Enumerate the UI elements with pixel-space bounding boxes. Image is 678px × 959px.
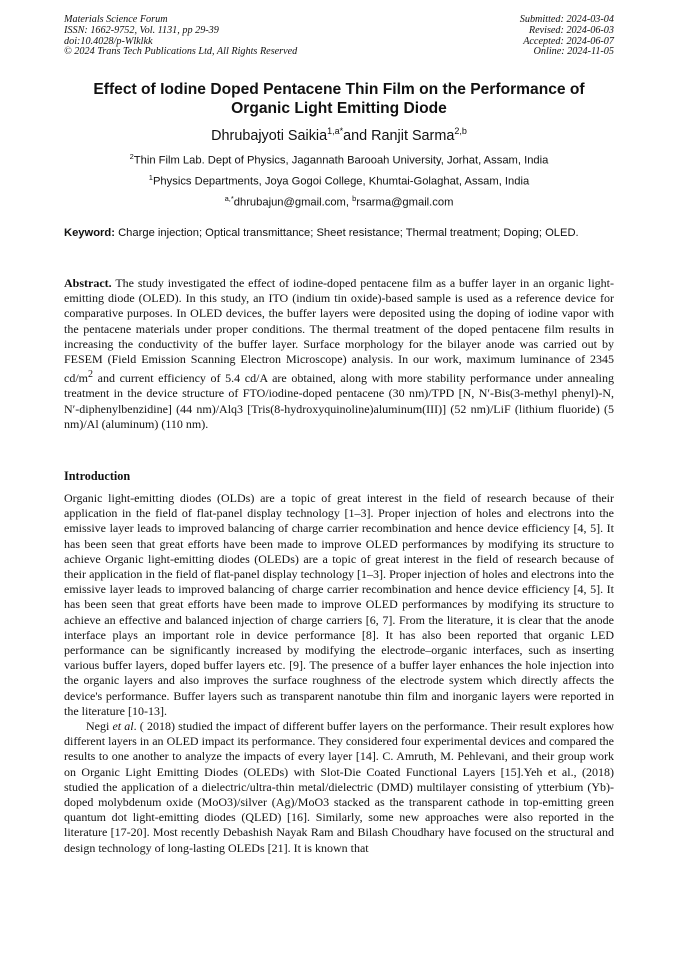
date-accepted: Accepted: 2024-06-07 bbox=[523, 35, 614, 47]
introduction-paragraph-2 bbox=[64, 719, 614, 856]
author-2: and Ranjit Sarma bbox=[343, 127, 455, 144]
journal-copyright: © 2024 Trans Tech Publications Ltd, All Rights Reserved bbox=[64, 46, 298, 58]
date-revised: Revised: 2024-06-03 bbox=[528, 24, 614, 36]
journal-header-right bbox=[520, 15, 614, 58]
keywords bbox=[64, 226, 614, 240]
journal-issn: ISSN: 1662-9752, Vol. 1131, pp 29-39 bbox=[64, 24, 219, 36]
keywords-label: Keyword: bbox=[64, 227, 115, 239]
date-submitted: Submitted: 2024-03-04 bbox=[519, 14, 614, 25]
affiliation-1-marker: 1 bbox=[148, 173, 153, 182]
para2-start: Negi bbox=[86, 719, 113, 734]
author-line bbox=[64, 122, 614, 145]
email-a-marker: a,* bbox=[224, 194, 234, 203]
email-b[interactable]: rsarma@gmail.com bbox=[356, 196, 454, 209]
affiliation-1 bbox=[64, 171, 614, 189]
journal-doi[interactable]: doi:10.4028/p-Wlklkk bbox=[64, 35, 153, 47]
abstract-text-1: The study investigated the effect of iodine-doped pentacene film as a buffer layer in an organic light-emitting diode (OLED). In this study, an ITO (indium tin oxide)-based sample is used as a reference device for comparative purposes. In OLED devices, the buffer layers were deposited using the doping of iodine vapor with the pentacene materials under proper conditions. The thermal treatment of the doped pentacene film results in increasing the conductivity of the buffer layer. Surface morphology for the bilayer anode was carried out by FESEM (Field Emission Scanning Electron Microscope) analysis. In our work, maximum luminance of 2345 cd/m bbox=[64, 276, 614, 386]
introduction-paragraph-1: Organic light-emitting diodes (OLDs) are a topic of great interest in the field of research because of their application in the field of flat-panel display technology [1–3]. Proper injection of holes and electrons into the emissive layer leads to improved balancing of charge carrier recombination and hence device efficiency [4, 5]. It has been seen that great efforts have been made to improve OLED performances by modifying its structure to achieve Organic light-emitting diodes (OLEDs) are a topic of great interest in the field of research because of their application in the field of flat-panel display technology [1–3]. Proper injection of holes and electrons into the emissive layer leads to improved balancing of charge carrier recombination and hence device efficiency [4, 5]. It has been seen that great efforts have been made to improve OLED performances by modifying its structure to achieve an effective and balanced injection of charge carriers [6, 7]. From the literature, it is clear that the anode interface plays an important role in device performance [8]. It has also been reported that organic LED performance can be significantly increased by modifying the electrode–organic interfaces, such as inserting various buffer layers, doped buffer layers etc. [9]. The presence of a buffer layer enhances the hole injection into the organic layers and also improves the surface roughness of the electrode system which directly affects the device's performance. Buffer layers such as transparent nanotube thin film and inorganic layers were reported in the literature [10-13]. bbox=[64, 491, 614, 718]
introduction-body bbox=[64, 491, 614, 856]
affiliation-2-marker: 2 bbox=[129, 152, 134, 161]
affiliation-2-text: Thin Film Lab. Dept of Physics, Jagannath Barooah University, Jorhat, Assam, India bbox=[133, 154, 549, 167]
author-1: Dhrubajyoti Saikia bbox=[211, 127, 328, 144]
section-heading-introduction: Introduction bbox=[64, 469, 131, 483]
email-b-marker: b bbox=[352, 194, 357, 203]
keywords-text: Charge injection; Optical transmittance; Sheet resistance; Thermal treatment; Doping; OLED. bbox=[114, 227, 579, 239]
journal-name: Materials Science Forum bbox=[64, 14, 168, 25]
author-emails bbox=[64, 192, 614, 210]
author-2-affiliation-marker: 2,b bbox=[454, 126, 467, 136]
affiliation-1-text: Physics Departments, Joya Gogoi College, Khumtai-Golaghat, Assam, India bbox=[152, 175, 530, 188]
abstract-paragraph bbox=[64, 276, 614, 432]
date-online: Online: 2024-11-05 bbox=[533, 46, 614, 58]
journal-header-left bbox=[64, 15, 297, 58]
abstract bbox=[64, 276, 614, 432]
email-a[interactable]: dhrubajun@gmail.com, bbox=[233, 196, 353, 209]
para2-italic: et al bbox=[112, 719, 134, 734]
abstract-label: Abstract. bbox=[64, 276, 112, 290]
abstract-superscript: 2 bbox=[88, 369, 93, 381]
author-1-affiliation-marker: 1,a* bbox=[327, 126, 344, 136]
paper-title: Effect of Iodine Doped Pentacene Thin Film on the Performance of Organic Light Emitting Diode bbox=[93, 81, 585, 117]
abstract-text-2: and current efficiency of 5.4 cd/A are obtained, along with more stability performance under annealing treatment in the device structure of FTO/iodine-doped pentacene (30 nm)/TPD [N, N′-Bis(3-methyl phenyl)-N, N′-diphenylbenzidine] (44 nm)/Alq3 [Tris(8-hydroxyquinoline)aluminum(III)] (52 nm)/LiF (lithium fluoride) (5 nm)/Al (aluminum) (110 nm). bbox=[64, 371, 614, 431]
affiliation-2 bbox=[64, 150, 614, 168]
para2-rest: . ( 2018) studied the impact of different buffer layers on the performance. Their result explores how different layers in an OLED impact its performance. They considered four experimental devices and compared the results to one another to analyze the impacts of every layer [14]. C. Amruth, M. Pehlevani, and their group work on Organic Light Emitting Diodes (OLEDs) with Slot-Die Coated Functional Layers [15].Yeh et al., (2018) studied the application of a dielectric/ultra-thin metal/dielectric (DMD) multilayer consisting of ytterbium (Yb)-doped molybdenum oxide (MoO3)/silver (Ag)/MoO3 stacked as the transparent cathode in top-emitting green quantum dot light-emitting diodes (QLED) [16]. Similarly, some new approaches were also reported in the literature [17-20]. Most recently Debashish Nayak Ram and Bilash Choudhary have focused on the structural and design technology of long-lasting OLEDs [21]. It is known that bbox=[64, 719, 614, 855]
